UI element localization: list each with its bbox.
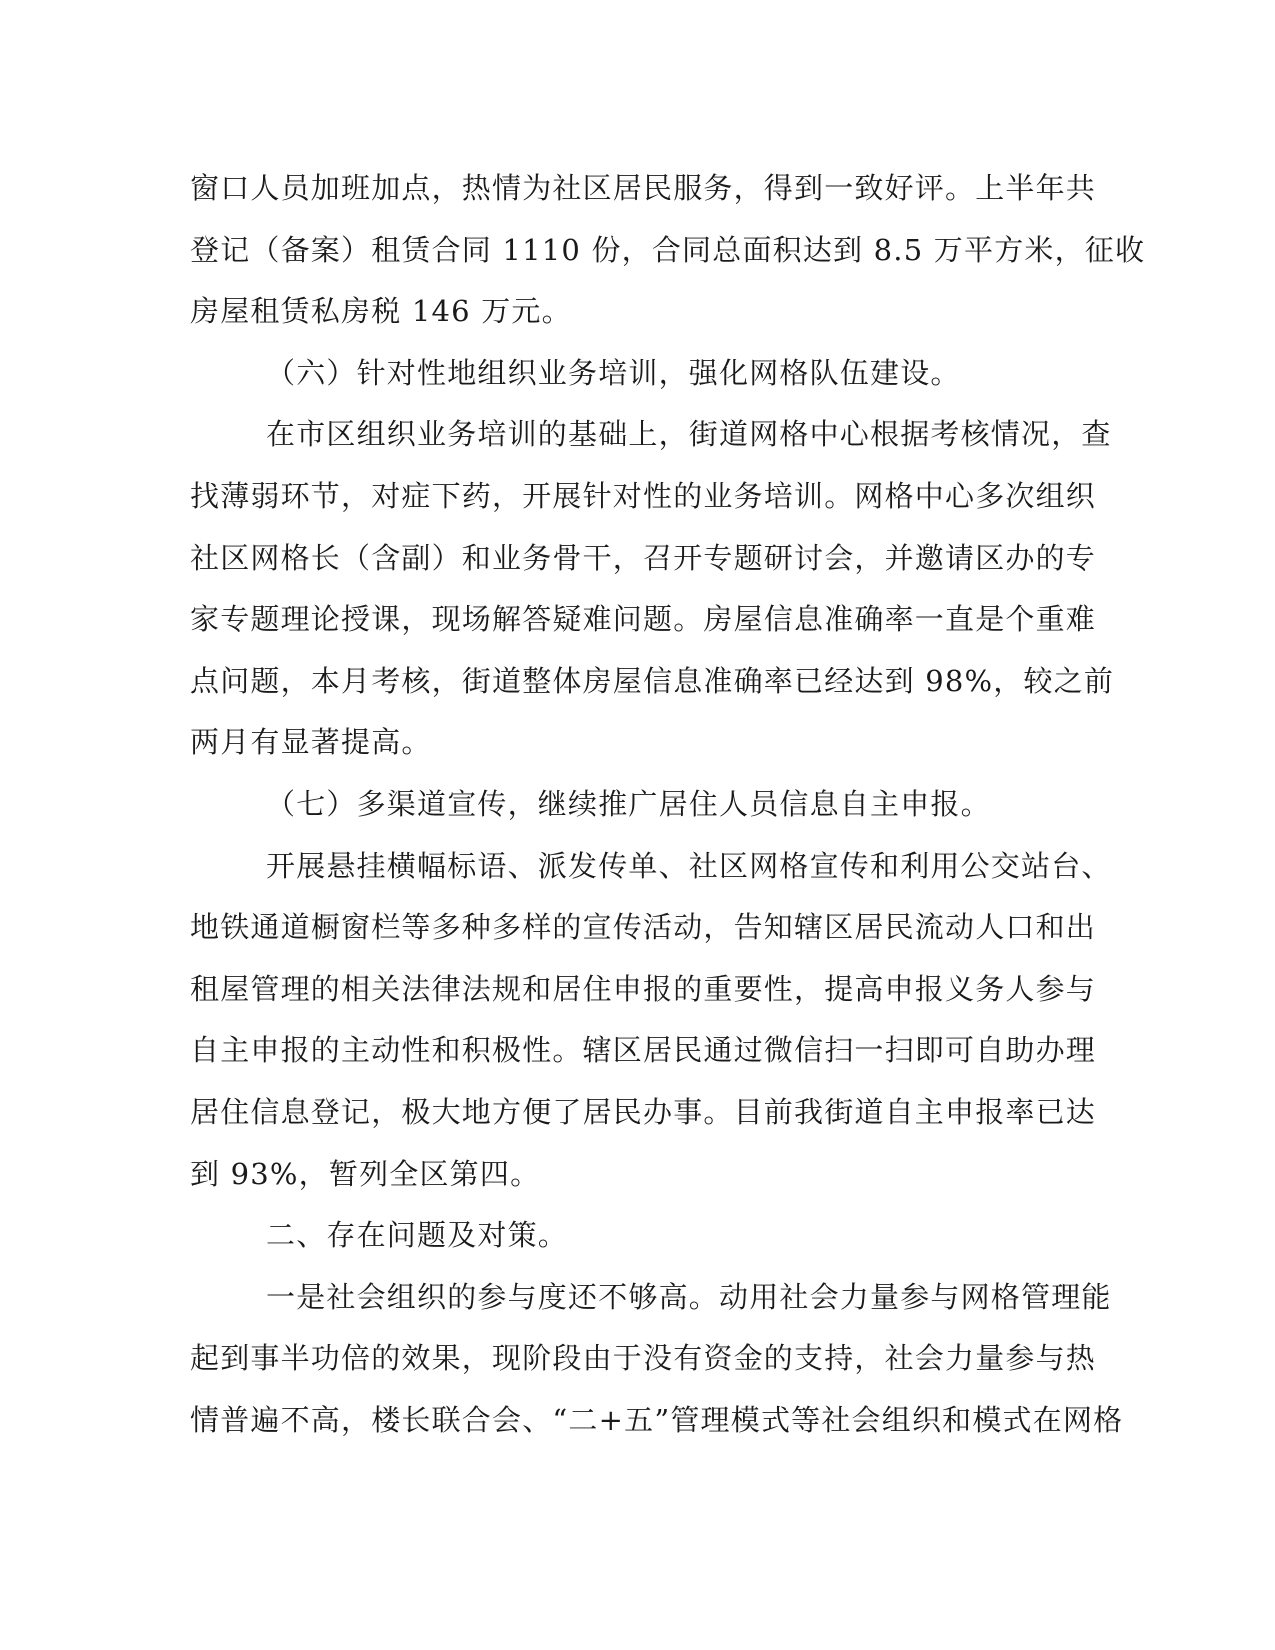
text-line: 自主申报的主动性和积极性。辖区居民通过微信扫一扫即可自助办理 — [190, 1033, 1097, 1068]
text-line: 居住信息登记，极大地方便了居民办事。目前我街道自主申报率已达 — [190, 1094, 1097, 1129]
text-line: 开展悬挂横幅标语、派发传单、社区网格宣传和利用公交站台、 — [266, 848, 1112, 883]
text-line: 在市区组织业务培训的基础上，街道网格中心根据考核情况，查 — [266, 417, 1112, 452]
paragraph-publicity — [190, 836, 1112, 1206]
text-line: 两月有显著提高。 — [190, 725, 432, 760]
text-line: 情普遍不高，楼长联合会、“二+五”管理模式等社会组织和模式在网格 — [190, 1402, 1124, 1437]
heading-line: （六）针对性地组织业务培训，强化网格队伍建设。 — [266, 355, 961, 390]
text-line: 房屋租赁私房税 146 万元。 — [190, 294, 572, 329]
text-line: 起到事半功倍的效果，现阶段由于没有资金的支持，社会力量参与热 — [190, 1341, 1097, 1376]
paragraph-problems — [190, 1267, 1124, 1452]
text-line: 到 93%，暂列全区第四。 — [190, 1156, 541, 1191]
text-line: 找薄弱环节，对症下药，开展针对性的业务培训。网格中心多次组织 — [190, 478, 1097, 513]
text-line: 登记（备案）租赁合同 1110 份，合同总面积达到 8.5 万平方米，征收 — [190, 232, 1146, 267]
text-line: 一是社会组织的参与度还不够高。动用社会力量参与网格管理能 — [266, 1279, 1112, 1314]
section-heading-7 — [190, 774, 1080, 836]
heading-line: （七）多渠道宣传，继续推广居住人员信息自主申报。 — [266, 786, 991, 821]
text-line: 窗口人员加班加点，热情为社区居民服务，得到一致好评。上半年共 — [190, 171, 1097, 205]
heading-line: 二、存在问题及对策。 — [266, 1218, 569, 1253]
section-heading-2 — [190, 1205, 1080, 1267]
document-page — [190, 158, 1146, 1451]
section-heading-6 — [190, 343, 1080, 405]
text-line: 社区网格长（含副）和业务骨干，召开专题研讨会，并邀请区办的专 — [190, 540, 1097, 575]
text-line: 地铁通道橱窗栏等多种多样的宣传活动，告知辖区居民流动人口和出 — [190, 910, 1097, 945]
text-line: 家专题理论授课，现场解答疑难问题。房屋信息准确率一直是个重难 — [190, 602, 1097, 637]
text-line: 点问题，本月考核，街道整体房屋信息准确率已经达到 98%，较之前 — [190, 663, 1115, 698]
paragraph-training — [190, 404, 1115, 774]
text-line: 租屋管理的相关法律法规和居住申报的重要性，提高申报义务人参与 — [190, 971, 1097, 1006]
paragraph-rental-registration — [190, 158, 1146, 343]
